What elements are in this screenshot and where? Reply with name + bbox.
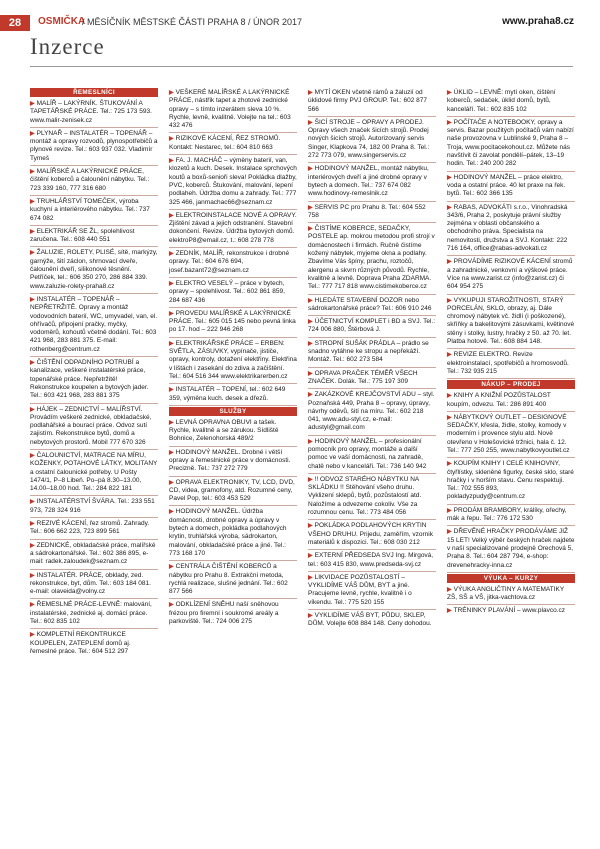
classified-ad <box>308 437 436 474</box>
bullet-arrow-icon: ▶ <box>308 476 313 483</box>
ad-text: HLEDÁTE STAVEBNÍ DOZOR nebo sádrokartonářské práce? Tel.: 606 910 246 <box>308 296 432 312</box>
bullet-arrow-icon: ▶ <box>30 360 35 367</box>
bullet-arrow-icon: ▶ <box>30 452 35 459</box>
classified-ad <box>308 390 436 435</box>
classified-ad <box>30 197 158 226</box>
classified-ad <box>308 521 436 550</box>
ad-text: ELEKTRIKÁŘ SE ŽL, spolehlivost zaručena. Tel.: 608 440 551 <box>30 227 137 244</box>
ad-text: KOUPÍM KNIHY I CELÉ KNIHOVNY, čtyřlístky, skleněné figurky, české sklo, staré hračky i v horším stavu. Cenu respektuji. Tel.: 702 555 893, pokladyzpudy@centrum.cz <box>447 460 576 501</box>
classified-ad <box>447 585 575 606</box>
classified-ad <box>30 600 158 629</box>
ad-text: HODINOVÝ MANŽEL. Údržba domácnosti, drobné opravy a úpravy v bytech a domech, pokládka podlahových krytin, truhlářská výroba, sádrokarton, malování, obkladačské práce a jiné. Tel.: 773 168 170 <box>169 508 289 557</box>
bullet-arrow-icon: ▶ <box>30 542 35 549</box>
bullet-arrow-icon: ▶ <box>169 419 174 426</box>
classified-ad <box>308 573 436 610</box>
page-title: Inzerce <box>30 34 105 59</box>
classified-ad <box>169 562 297 599</box>
bullet-arrow-icon: ▶ <box>169 449 174 456</box>
ad-text: VEŠKERÉ MALÍŘSKÉ A LAKÝRNICKÉ PRÁCE, nástřik tapet a zhotové zednické opravy – s tímto inzerátem sleva 10 %. Rychle, levně, kvalitně. Volejte na tel.: 603 432 476 <box>169 89 293 130</box>
ad-text: ŘEMESLNÉ PRÁCE-LEVNĚ: malování, instalatérské, zednické aj. domácí práce. Tel.: 602 835 102 <box>30 601 154 626</box>
bullet-arrow-icon: ▶ <box>308 370 313 377</box>
classified-ad <box>308 118 436 163</box>
bullet-arrow-icon: ▶ <box>308 438 313 445</box>
classified-ad <box>447 413 575 458</box>
ad-text: HODINOVÝ MANŽEL, montáž nábytku, interiérových dveří a jiné drobné opravy v bytech a domech. Tel.: 737 674 082 www.hodinovy-remeslnik.cz <box>308 165 431 198</box>
ad-text: ZEDNÍK, MALÍŘ, rekonstrukce i drobné opravy. Tel.: 604 676 694, josef.bazant72@seznam.cz <box>169 250 291 274</box>
page-header <box>0 14 600 32</box>
ad-text: KNIHY A KNIŽNÍ POZŮSTALOST koupím, odvezu. Tel.: 286 891 400 <box>447 392 553 408</box>
bullet-arrow-icon: ▶ <box>308 553 313 560</box>
classified-ad <box>308 551 436 572</box>
ads-column-2 <box>169 88 297 843</box>
bullet-arrow-icon: ▶ <box>447 174 452 181</box>
bullet-arrow-icon: ▶ <box>30 499 35 506</box>
ad-text: EXTERNÍ PŘEDSEDA SVJ Ing. Mirgová, tel.: 603 415 830, www.predseda-svj.cz <box>308 552 435 568</box>
website-link[interactable]: www.praha8.cz <box>502 16 574 27</box>
ad-text: TRUHLÁŘSTVÍ TOMEČEK, výroba kuchyní a interiérového nábytku. Tel.: 737 674 082 <box>30 197 152 222</box>
ad-text: !! ODVOZ STARÉHO NÁBYTKU NA SKLÁDKU !! Stěhování všeho druhu. Vyklizení sklepů, bytů, pozůstalostí atd. Naložíme a odvezeme cokoliv. Vše za rozumnou cenu. Tel.: 773 484 056 <box>308 475 424 517</box>
bullet-arrow-icon: ▶ <box>308 340 313 347</box>
classified-ad <box>308 88 436 117</box>
bullet-arrow-icon: ▶ <box>447 608 452 615</box>
bullet-arrow-icon: ▶ <box>169 387 174 394</box>
bullet-arrow-icon: ▶ <box>169 564 174 571</box>
classified-ad <box>308 475 436 520</box>
ad-text: PRODÁM BRAMBORY, králíky, ořechy, mák a řepu. Tel.: 776 172 530 <box>447 506 569 523</box>
bullet-arrow-icon: ▶ <box>308 613 313 620</box>
bullet-arrow-icon: ▶ <box>169 340 174 347</box>
ad-text: INSTALATÉR – TOPENÁŘ – NEPŘETRŽITĚ. Opravy a montáž vodovodních baterií, WC, umyvadel, van, el. ohřívačů, připojení pračky, myčky, vodoměrů, kohoutů včetně dodání. Tel.: 603 421 968, 283 881 375. E-mail: rothenberg@centrum.cz <box>30 295 159 353</box>
bullet-arrow-icon: ▶ <box>447 507 452 514</box>
ad-text: ČIŠTĚNÍ ODPADNÍHO POTRUBÍ a kanalizace, veškeré instalatérské práce, topenářské práce. Nepřetržitě! Rekonstrukce koupelen a bytových jader. Tel.: 603 421 968, 283 881 375 <box>30 359 151 400</box>
bullet-arrow-icon: ▶ <box>169 158 174 165</box>
ad-text: MALÍŘSKÉ A LAKÝRNICKÉ PRÁCE, čištění koberců a čalounění nábytku. Tel.: 723 339 160, 777 316 680 <box>30 168 151 192</box>
classified-ad <box>30 248 158 293</box>
magazine-subtitle: / MĚSÍČNÍK MĚSTSKÉ ČÁSTI PRAHA 8 / ÚNOR 2017 <box>82 16 303 27</box>
ad-text: INSTALATÉRSTVÍ ŠVÁRA. Tel.: 233 551 973, 728 324 916 <box>30 498 157 514</box>
ad-text: PROVÁDÍME RIZIKOVÉ KÁCENÍ stromů a zahradnické, venkovní a výškové práce. Více na www.zarist.cz (info@zarist.cz) či 604 954 275 <box>447 258 575 291</box>
bullet-arrow-icon: ▶ <box>169 136 174 143</box>
ad-text: ZAKÁZKOVÉ KREJČOVSTVÍ ADU – styl. Poznaňská 449, Praha 8 – opravy, úpravy, návrhy oděvů, šití na míru. Tel.: 602 218 041, www.adu-styl.cz, e-mail: adustyl@gmail.com <box>308 391 437 432</box>
bullet-arrow-icon: ▶ <box>30 250 35 257</box>
bullet-arrow-icon: ▶ <box>308 119 313 126</box>
classified-ad <box>169 600 297 628</box>
classified-ad <box>169 88 297 133</box>
classified-ad <box>447 391 575 412</box>
ad-text: FA. J. MACHÁČ – výměny baterií, van, klozetů a kuch. Desek. Instalace sprchových koutů a boxů-senioři sleva! Pokládka dlažby, PVC, koberců. Štukování, malování, lepení podlaheh. Údržba domu a zahrady. Tel.: 777 325 466, janmachac66@seznam.cz <box>169 157 299 206</box>
classified-ad <box>30 99 158 128</box>
ad-text: ELEKTROINSTALACE NOVÉ A OPRAVY. Zjištění závad a jejich odstranění. Stavební dokončení. Revize. Údržba bytových domů. elektroP8@email.cz, t.: 608 278 778 <box>169 211 299 244</box>
classified-ad <box>30 519 158 540</box>
bullet-arrow-icon: ▶ <box>30 521 35 528</box>
classified-ad <box>169 339 297 384</box>
bullet-arrow-icon: ▶ <box>30 572 35 579</box>
classified-ad <box>308 296 436 317</box>
bullet-arrow-icon: ▶ <box>30 198 35 205</box>
classified-ad <box>308 203 436 224</box>
classified-ad <box>30 571 158 600</box>
classified-ad <box>447 350 575 379</box>
ad-text: CENTRÁLA ČIŠTĚNÍ KOBERCŮ a nábytku pro Prahu 8. Extrakční metoda, rychlá realizace, slušné jednání. Tel.: 602 877 566 <box>169 563 290 596</box>
bullet-arrow-icon: ▶ <box>308 319 313 326</box>
classified-ad <box>30 541 158 570</box>
bullet-arrow-icon: ▶ <box>169 310 174 317</box>
ad-text: HODINOVÝ MANŽEL. Drobné i větší opravy a řemeslnické práce v domácnosti. Precizně. Tel.: 737 272 779 <box>169 448 293 473</box>
ad-text: POČÍTAČE A NOTEBOOKY, opravy a servis. Bazar použitých počítačů vám nabízí naše provozovna v Lublinské 9, Praha 8 –Troja, www.pocitacekohout.cz. Můžete nás navštívit či zavolat pondělí–pátek, 13–19 hodin. Tel.: 240 200 282 <box>447 118 576 168</box>
ad-text: ŽALUZIE, ROLETY, PLISÉ, sítě, markýzy, garnýže, šití záclon, shrnovací dveře, čalounění dveří, silikonové těsnění. Petříček, tel.: 606 350 270, 286 884 339. www.zaluzie-rolety-praha8.cz <box>30 249 160 290</box>
ads-column-4 <box>447 88 575 843</box>
classified-ad <box>169 279 297 308</box>
classified-ad <box>447 296 575 350</box>
classified-ad <box>308 224 436 294</box>
bullet-arrow-icon: ▶ <box>30 169 35 176</box>
magazine-brand: OSMIČKA <box>38 16 86 27</box>
classified-ad <box>169 156 297 210</box>
ad-text: VYKLIDÍME VÁŠ BYT, PŮDU, SKLEP, DŮM. Volejte 608 884 148. Ceny dohodou. <box>308 612 432 628</box>
ad-text: VYKUPUJI STAROŽITNOSTI, STARÝ PORCELÁN, SKLO, obrazy, aj. Dále chromový nábytek vč. židlí (i poškozené), skříňky a bakelitovými zásuvkami, květinové stěny i stolky, lustry, hračky z 50. až 70. let. Platba hotově. Tel.: 608 884 148. <box>447 296 576 346</box>
ads-column-3 <box>308 88 436 843</box>
classified-ad <box>169 478 297 507</box>
ad-text: ČALOUNICTVÍ, MATRACE NA MÍRU, KOŽENKY, POTAHOVÉ LÁTKY, MOLITANY a ostatní čalounické potřeby. U Pošty 1474/1, P–8 Libeň. Po–pá 8.30–13.00, 14.00–18.00 hod. Tel.: 284 822 181 <box>30 451 160 493</box>
bullet-arrow-icon: ▶ <box>308 226 313 233</box>
classified-ad <box>308 369 436 390</box>
bullet-arrow-icon: ▶ <box>30 130 35 137</box>
classified-ad <box>447 459 575 504</box>
bullet-arrow-icon: ▶ <box>30 602 35 609</box>
bullet-arrow-icon: ▶ <box>169 280 174 287</box>
classified-ad <box>447 173 575 202</box>
bullet-arrow-icon: ▶ <box>447 297 452 304</box>
ad-text: NÁBYTKOVÝ OUTLET – DESIGNOVÉ SEDAČKY, křesla, židle, stolky, komody v moderním i provence stylu atd. Nově otevřeno v Holešovické tržnici, hala č. 12. Tel.: 777 250 255, www.nabytkovyoutlet.cz <box>447 413 570 454</box>
category-heading: ŘEMESLNÍCI <box>30 88 158 97</box>
ad-text: RIZIKOVÉ KÁCENÍ, ŘEZ STROMŮ. Kontakt: Nestarec, tel.: 604 810 663 <box>169 135 283 151</box>
bullet-arrow-icon: ▶ <box>308 392 313 399</box>
classified-ad <box>308 317 436 338</box>
bullet-arrow-icon: ▶ <box>308 574 313 581</box>
classified-ad <box>169 385 297 406</box>
bullet-arrow-icon: ▶ <box>30 228 35 235</box>
ad-text: STROPNÍ SUŠÁK PRÁDLA – prádlo se snadno vytáhne ke stropu a nepřekáží. Montáž. Tel.: 602 273 584 <box>308 339 431 364</box>
ad-text: ČISTÍME KOBERCE, SEDAČKY, POSTELE ap. mokrou metodou profi strojí v domácnostech i firmách. Ručně čistíme kožený nábytek, myjeme okna a podlahy. Zbavíme Vás špíny, prachu, roztočů, alergenu a skvrn různých původů. Rychle, kvalitně a levně. Doprava Praha ZDARMA. Tel.: 777 717 818 www.cistimekoberce.cz <box>308 225 437 291</box>
classified-ad <box>169 309 297 338</box>
bullet-arrow-icon: ▶ <box>169 479 174 486</box>
ad-text: POKLÁDKA PODLAHOVÝCH KRYTIN VŠEHO DRUHU. Prijedu, zaměřím, vzornik materiálů k dispozici. Tel.: 608 030 212 <box>308 522 435 546</box>
bullet-arrow-icon: ▶ <box>447 414 452 421</box>
bullet-arrow-icon: ▶ <box>30 101 35 107</box>
ad-text: TRÉNINKY PLAVÁNÍ – www.plavco.cz <box>453 607 566 615</box>
page-number: 28 <box>0 15 30 31</box>
classified-ad <box>308 339 436 368</box>
bullet-arrow-icon: ▶ <box>308 90 313 96</box>
ad-text: INSTALATÉR. PRÁCE, obklady, zed. rekonstrukce, byt, dům. Tel.: 603 184 081. e-mail: olaveida@volny.cz <box>30 571 153 596</box>
ads-column-1 <box>30 88 158 843</box>
ad-text: ZEDNICKÉ, obkladačské práce, malířské a sádrokartonářské. Tel.: 602 386 895, e-mail: radek.zaloudek@seznam.cz <box>30 541 158 566</box>
bullet-arrow-icon: ▶ <box>308 297 313 304</box>
ad-text: MALÍŘ – LAKÝRNÍK. ŠTUKOVÁNÍ A TAPETÁŘSKÉ PRÁCE. Tel.: 725 173 593. www.malir-zenisek.cz <box>30 100 154 124</box>
classified-ad <box>447 203 575 257</box>
ad-text: ODKLÍZENÍ SNĚHU naší sněhovou frézou pro firemní i soukromé areály a parkoviště. Tel.: 724 006 275 <box>169 601 281 626</box>
ads-columns <box>30 88 575 843</box>
title-divider <box>30 66 573 67</box>
ad-text: VÝUKA ANGLIČTINY A MATEMATIKY ZŠ, SŠ a VŠ, jitka-vachtova.cz <box>447 585 566 602</box>
bullet-arrow-icon: ▶ <box>447 119 452 126</box>
ad-text: ÚKLID – LEVNĚ: mytí oken, čištění koberců, sedaček, úklid domů, bytů, kanceláří. Tel.: 602 835 102 <box>447 89 558 113</box>
ad-text: ELEKTRO VESELÝ – práce v bytech, opravy – spolehlivost. Tel.: 602 861 859, 284 687 436 <box>169 279 287 304</box>
category-heading: NÁKUP – PRODEJ <box>447 380 575 389</box>
classified-ad <box>30 295 158 357</box>
classified-ad <box>30 630 158 658</box>
bullet-arrow-icon: ▶ <box>447 461 452 468</box>
ad-text: INSTALATÉR – TOPENÍ, tel.: 602 649 359, výměna kuch. desek a dřezů. <box>169 386 288 402</box>
classified-ad <box>30 129 158 166</box>
ad-text: HÁJEK – ZEDNICTVÍ – MALÍŘSTVÍ. Provádím veškeré zednické, obkladačské, podlahářské a bourací práce. Odvoz sutí zajistím. Rekonstrukce bytů, domů a nebytových prostorů. Mobil 777 670 326 <box>30 405 154 446</box>
bullet-arrow-icon: ▶ <box>447 529 452 536</box>
ad-text: OPRAVA PRAČEK TÉMĚŘ VŠECH ZNAČEK. Dolák. Tel.: 775 197 309 <box>308 369 420 385</box>
classified-ad <box>308 611 436 631</box>
bullet-arrow-icon: ▶ <box>447 393 452 400</box>
bullet-arrow-icon: ▶ <box>447 586 452 593</box>
ad-text: ŠICÍ STROJE – OPRAVY A PRODEJ. Opravy všech značek šicích strojů. Prodej nových šicích strojů. Autorizovaný servis Singer, Klapkova 74, 182 00 Praha 8. Tel.: 272 773 079, www.singerservis.cz <box>308 118 432 160</box>
ad-text: REVIZE ELEKTRO. Revize elektroinstalací, spotřebičů a hromosvodů. Tel.: 732 935 215 <box>447 351 571 375</box>
classified-ad <box>447 257 575 294</box>
bullet-arrow-icon: ▶ <box>447 204 452 211</box>
bullet-arrow-icon: ▶ <box>308 166 313 173</box>
bullet-arrow-icon: ▶ <box>447 352 452 359</box>
classified-ad <box>447 88 575 117</box>
bullet-arrow-icon: ▶ <box>30 296 35 303</box>
ad-text: DŘEVĚNÉ HRAČKY PRODÁVÁME JIŽ 15 LET! Velký výběr českých hraček najdete v naší specializované prodejně Orechová 5, Praha 8. Tel.: 604 287 794, e-shop: drevenehracky-inna.cz <box>447 528 577 569</box>
ad-text: KOMPLETNÍ REKONTRUKCE KOUPELEN, ZATEPLENÍ domů aj. řemeslné práce. Tel.: 604 512 297 <box>30 631 133 655</box>
bullet-arrow-icon: ▶ <box>169 602 174 609</box>
classified-ad <box>30 227 158 248</box>
classified-ad <box>447 506 575 527</box>
category-heading: VÝUKA – KURZY <box>447 574 575 583</box>
classified-ad <box>30 358 158 403</box>
ad-text: LEVNÁ OPRAVNA OBUVI a tašek. Rychle, kvalitně a se zárukou. Sídliště Bohnice, Zelenohorská 489/2 <box>169 418 281 443</box>
bullet-arrow-icon: ▶ <box>447 90 452 96</box>
classified-ad <box>30 451 158 496</box>
classified-ad <box>30 405 158 450</box>
classified-ad <box>308 164 436 201</box>
classified-ad <box>169 448 297 477</box>
bullet-arrow-icon: ▶ <box>30 632 35 639</box>
classified-ad <box>447 118 575 172</box>
ad-text: REZIVÉ KÁCENÍ, řez stromů. Zahrady. Tel.: 606 662 223, 723 899 561 <box>30 520 151 536</box>
classified-ad <box>30 167 158 196</box>
bullet-arrow-icon: ▶ <box>169 90 174 96</box>
bullet-arrow-icon: ▶ <box>169 509 174 516</box>
bullet-arrow-icon: ▶ <box>308 204 313 211</box>
ad-text: HODINOVÝ MANŽEL – profesionální pomocník pro opravy, montáže a další pomoc ve vaší domácnosti, na zahradě, chatě nebo v kanceláři. Tel.: 736 140 942 <box>308 437 427 470</box>
ad-text: PROVEDU MALÍŘSKÉ A LAKÝRNICKÉ PRÁCE. Tel.: 605 015 145 nebo pevná linka po 17. hod – 222 946 268 <box>169 309 298 334</box>
classified-ad <box>169 507 297 561</box>
classified-ad <box>169 211 297 248</box>
classified-ad <box>169 418 297 447</box>
classified-ad <box>169 249 297 278</box>
ad-text: RABAS, ADVOKÁTI s.r.o., Vinohradská 343/6, Praha 2, poskytuje právní služby zejména v oblasti občanského a obchodního práva. Specialista na nemovitosti, družstva a SVJ. Kontakt: 222 716 164, office@rabas-advokati.cz <box>447 203 570 253</box>
bullet-arrow-icon: ▶ <box>30 406 35 413</box>
ad-text: MYTÍ OKEN včetně rámů a žaluzií od úklidové firmy PVJ GROUP. Tel.: 602 877 566 <box>308 89 429 113</box>
ad-text: HODINOVÝ MANŽEL – práce elektro, voda a ostatní práce. 40 let praxe na řek. bytů. Tel.: 602 366 135 <box>447 173 567 198</box>
ad-text: OPRAVA ELEKTRONIKY, TV, LCD, DVD, CD, videa, gramofony, atd. Rozumné ceny, Pavel Pop, tel.: 603 453 529 <box>169 478 297 503</box>
ad-text: SERVIS PC pro Prahu 8. Tel.: 604 552 758 <box>308 203 428 219</box>
category-heading: SLUŽBY <box>169 407 297 416</box>
bullet-arrow-icon: ▶ <box>169 212 174 219</box>
bullet-arrow-icon: ▶ <box>447 259 452 266</box>
classified-ad <box>447 527 575 572</box>
ad-text: PLYNAŘ – INSTALATÉR – TOPENÁŘ – montáž a opravy rozvodů, plynospotřebičů a plynové revize. Tel.: 603 937 032. Vladimír Tymeš <box>30 129 160 162</box>
classified-ad <box>447 606 575 617</box>
ad-text: ELEKTRIKÁŘSKÉ PRÁCE – ERBEN: SVĚTLA, ZÁSUVKY, vypínače, jističe, opravy, kontroly, dotažení elektřiny. Elektřina v lištách i zasekání do zdiva a začištění. Tel.: 604 516 344 www.elektrikarerben.cz <box>169 339 299 380</box>
bullet-arrow-icon: ▶ <box>308 523 313 530</box>
ad-text: LIKVIDACE POZŮSTALOSTÍ – VYKLIDÍME VÁŠ DŮM, BYT a jiné. Pracujeme levně, rychle, kvalitně i o víkendu. Tel.: 775 520 155 <box>308 573 414 606</box>
classified-ad <box>169 134 297 155</box>
ad-text: ÚČETNICTVÍ KOMPLET i BD a SVJ. Tel.: 724 006 880, Štěrbová J. <box>308 318 437 334</box>
classified-ad <box>30 497 158 518</box>
bullet-arrow-icon: ▶ <box>169 251 174 258</box>
